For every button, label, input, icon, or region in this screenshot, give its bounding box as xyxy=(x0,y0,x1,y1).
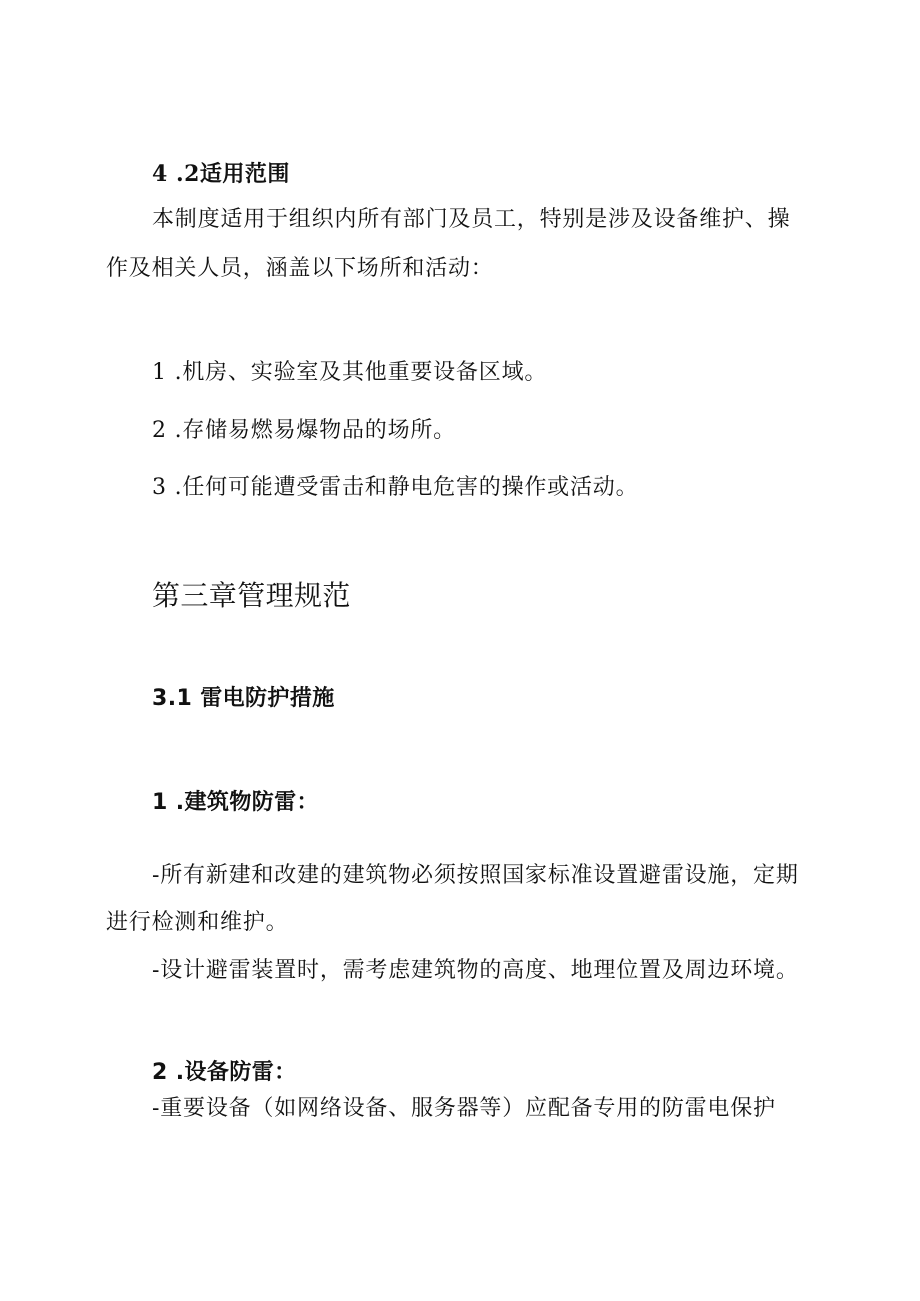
equipment-protection-bullet-1: -重要设备（如网络设备、服务器等）应配备专用的防雷电保护 xyxy=(152,1096,776,1121)
applicability-list-item-3: 3 .任何可能遭受雷击和静电危害的操作或活动。 xyxy=(152,475,639,500)
subsection-heading-building-lightning-protection: 1 .建筑物防雷： xyxy=(152,790,319,815)
building-protection-bullet-1-line-2: 进行检测和维护。 xyxy=(106,910,289,935)
building-protection-bullet-2: -设计避雷装置时，需考虑建筑物的高度、地理位置及周边环境。 xyxy=(152,958,799,983)
applicability-paragraph-line-1: 本制度适用于组织内所有部门及员工，特别是涉及设备维护、操 xyxy=(152,207,791,232)
section-heading-applicability: 4 .2适用范围 xyxy=(152,161,290,187)
section-heading-lightning-protection: 3.1 雷电防护措施 xyxy=(152,686,335,711)
subsection-heading-equipment-lightning-protection: 2 .设备防雷： xyxy=(152,1060,297,1085)
applicability-paragraph-line-2: 作及相关人员，涵盖以下场所和活动： xyxy=(106,256,494,281)
building-protection-bullet-1-line-1: -所有新建和改建的建筑物必须按照国家标准设置避雷设施，定期 xyxy=(152,863,799,888)
applicability-list-item-2: 2 .存储易燃易爆物品的场所。 xyxy=(152,418,456,443)
chapter-title: 第三章管理规范 xyxy=(152,579,351,612)
applicability-list-item-1: 1 .机房、实验室及其他重要设备区域。 xyxy=(152,360,548,385)
